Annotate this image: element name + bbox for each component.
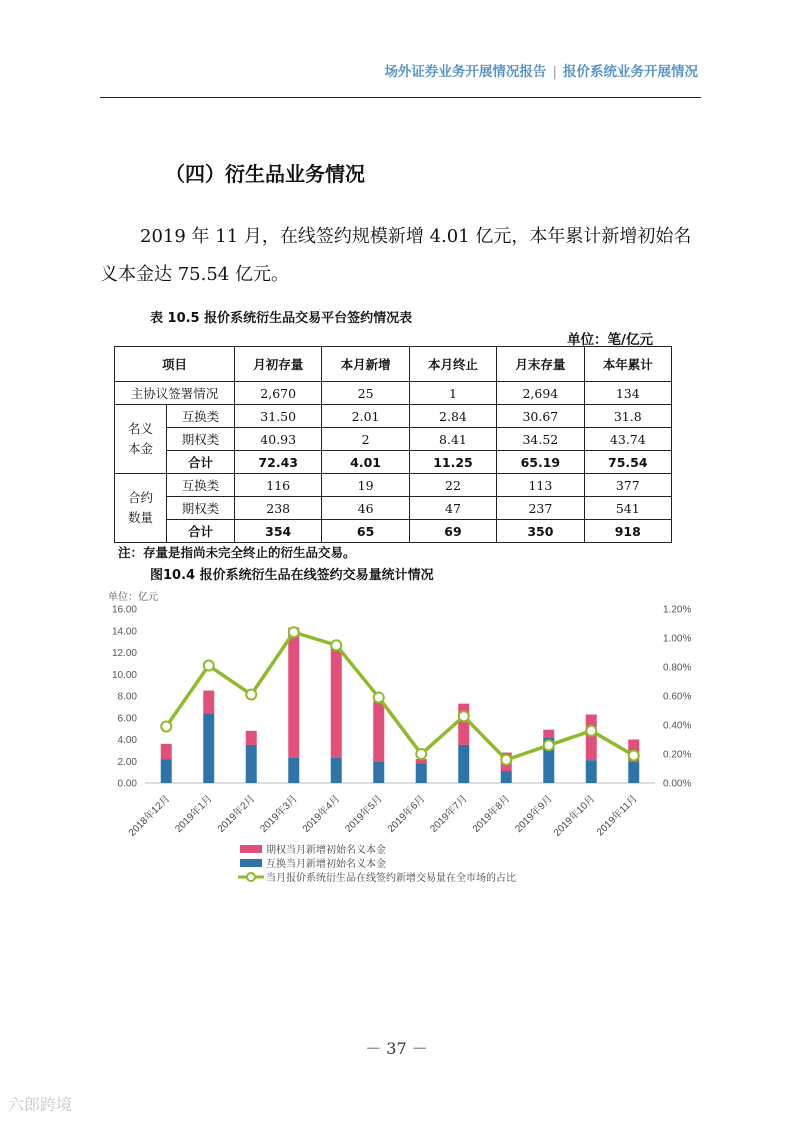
table-cell: 47 (409, 497, 496, 520)
header-cell: 月初存量 (235, 347, 322, 382)
header-cell: 本月新增 (322, 347, 409, 382)
row-label: 互换类 (167, 474, 235, 497)
row-label: 期权类 (167, 497, 235, 520)
table-cell: 238 (235, 497, 322, 520)
bar-option (331, 647, 342, 758)
table-cell: 11.25 (409, 451, 496, 474)
header-cell: 本月终止 (409, 347, 496, 382)
y-left-tick-label: 10.00 (111, 669, 137, 681)
watermark: 六郎跨境 (8, 1095, 73, 1114)
bar-option (246, 731, 257, 745)
section-title: （四）衍生品业务情况 (165, 162, 365, 186)
table-cell: 2 (322, 428, 409, 451)
y-left-tick-label: 2.00 (117, 756, 137, 768)
bar-option (288, 627, 299, 758)
table-cell: 2.01 (322, 405, 409, 428)
page-number: － 37 － (365, 1039, 428, 1058)
bar-swap (373, 761, 384, 783)
table-cell: 31.50 (235, 405, 322, 428)
table-cell: 8.41 (409, 428, 496, 451)
share-point (204, 661, 214, 671)
bar-swap (628, 761, 639, 783)
table-row (115, 474, 672, 497)
y-left-tick-label: 0.00 (117, 778, 137, 790)
table-cell: 541 (584, 497, 671, 520)
table-cell: 43.74 (584, 428, 671, 451)
x-tick-label: 2019年3月 (258, 793, 300, 835)
share-point (161, 721, 171, 731)
y-left-tick-label: 4.00 (117, 735, 137, 746)
y-right-tick-label: 0.00% (663, 778, 692, 790)
x-tick-label: 2019年10月 (551, 793, 598, 839)
table-cell: 31.8 (584, 405, 671, 428)
volume-chart (100, 585, 692, 895)
table-cell: 1 (409, 382, 496, 405)
signing-table (114, 346, 672, 543)
row-label: 互换类 (167, 405, 235, 428)
table-caption: 表 10.5 报价系统衍生品交易平台签约情况表 (150, 311, 413, 326)
table-cell: 2.84 (409, 405, 496, 428)
share-point (629, 750, 639, 760)
y-right-tick-label: 0.20% (663, 749, 692, 761)
y-left-tick-label: 12.00 (111, 648, 137, 659)
y-right-tick-label: 0.60% (663, 691, 692, 703)
table-row (115, 405, 672, 428)
header-cell: 本年累计 (584, 347, 671, 382)
x-tick-label: 2019年1月 (173, 793, 215, 835)
table-note: 注：存量是指尚未完全终止的衍生品交易。 (118, 545, 356, 560)
table-cell: 69 (409, 520, 496, 543)
bar-option (203, 691, 214, 714)
table-unit: 单位：笔/亿元 (567, 332, 653, 348)
table-cell: 25 (322, 382, 409, 405)
header-separator: | (552, 64, 557, 80)
running-header (384, 60, 698, 80)
chart-unit-label: 单位：亿元 (108, 592, 158, 603)
table-cell: 2,694 (497, 382, 584, 405)
table-cell: 4.01 (322, 451, 409, 474)
x-tick-label: 2019年4月 (300, 793, 343, 835)
y-left-tick-label: 16.00 (111, 604, 137, 616)
bar-option (543, 730, 554, 738)
bar-swap (161, 759, 172, 783)
header-left: 场外证券业务开展情况报告 (384, 64, 547, 80)
table-cell: 377 (584, 474, 671, 497)
header-right: 报价系统业务开展情况 (563, 64, 698, 80)
table-cell: 22 (409, 474, 496, 497)
row-label: 主协议签署情况 (115, 382, 235, 405)
header-cell: 月末存量 (497, 347, 584, 382)
y-left-tick-label: 6.00 (117, 713, 137, 725)
bar-option (458, 704, 469, 745)
share-point (246, 690, 256, 700)
share-point (331, 640, 341, 650)
body-paragraph: 2019 年 11 月，在线签约规模新增 4.01 亿元，本年累计新增初始名义本金达 75.54 亿元。 (100, 226, 692, 285)
header-cell: 项目 (115, 347, 235, 382)
table-row-total (115, 451, 672, 474)
table-cell: 350 (497, 520, 584, 543)
x-tick-label: 2019年2月 (215, 793, 258, 835)
table-cell: 19 (322, 474, 409, 497)
bar-swap (458, 745, 469, 783)
table-cell: 30.67 (497, 405, 584, 428)
x-tick-label: 2019年7月 (428, 793, 470, 835)
table-cell: 75.54 (584, 451, 671, 474)
table-row-total (115, 520, 672, 543)
x-tick-label: 2019年6月 (385, 793, 428, 835)
share-point (416, 749, 426, 759)
row-label: 期权类 (167, 428, 235, 451)
table-cell: 237 (497, 497, 584, 520)
bar-swap (416, 763, 427, 783)
bar-swap (246, 745, 257, 783)
table-cell: 2,670 (235, 382, 322, 405)
x-tick-label: 2019年9月 (513, 793, 555, 835)
y-right-tick-label: 0.40% (663, 720, 692, 732)
table-cell: 134 (584, 382, 671, 405)
legend-swatch-swap (240, 859, 262, 867)
table-row (115, 428, 672, 451)
figure-caption: 图10.4 报价系统衍生品在线签约交易量统计情况 (150, 568, 434, 583)
legend-label-option: 期权当月新增初始名义本金 (266, 845, 386, 856)
table-row (115, 497, 672, 520)
group-label: 合约数量 (115, 474, 167, 543)
table-header-row (115, 347, 672, 382)
legend-swatch-option (240, 845, 262, 853)
share-point (459, 711, 469, 721)
bar-swap (586, 760, 597, 783)
table-cell: 72.43 (235, 451, 322, 474)
bar-option (586, 714, 597, 760)
y-left-tick-label: 14.00 (111, 626, 137, 638)
legend-swatch-marker (247, 873, 255, 881)
share-point (374, 692, 384, 702)
row-label: 合计 (167, 451, 235, 474)
group-label: 名义本金 (115, 405, 167, 474)
table-cell: 46 (322, 497, 409, 520)
legend-label-swap: 互换当月新增初始名义本金 (266, 859, 386, 870)
x-tick-label: 2019年5月 (343, 793, 385, 835)
bar-swap (501, 771, 512, 783)
share-point (544, 740, 554, 750)
bar-swap (203, 713, 214, 783)
table-cell: 34.52 (497, 428, 584, 451)
x-tick-label: 2019年11月 (594, 793, 640, 839)
y-right-tick-label: 1.00% (663, 633, 692, 645)
share-line (166, 632, 634, 760)
share-point (289, 627, 299, 637)
x-tick-label: 2019年8月 (470, 793, 513, 835)
bar-swap (288, 758, 299, 783)
y-right-tick-label: 1.20% (663, 604, 692, 616)
table-cell: 40.93 (235, 428, 322, 451)
header-rule (100, 97, 701, 98)
table-cell: 354 (235, 520, 322, 543)
table-cell: 65.19 (497, 451, 584, 474)
legend-label-line: 当月报价系统衍生品在线签约新增交易量在全市场的占比 (266, 873, 516, 884)
share-point (501, 755, 511, 765)
table-cell: 116 (235, 474, 322, 497)
table-cell: 65 (322, 520, 409, 543)
y-right-tick-label: 0.80% (663, 662, 692, 674)
table-cell: 113 (497, 474, 584, 497)
bar-option (161, 744, 172, 759)
table-row (115, 382, 672, 405)
table-cell: 918 (584, 520, 671, 543)
bar-option (373, 701, 384, 761)
x-tick-label: 2018年12月 (126, 793, 173, 839)
row-label: 合计 (167, 520, 235, 543)
y-left-tick-label: 8.00 (117, 691, 137, 703)
share-point (586, 726, 596, 736)
bar-swap (331, 758, 342, 783)
